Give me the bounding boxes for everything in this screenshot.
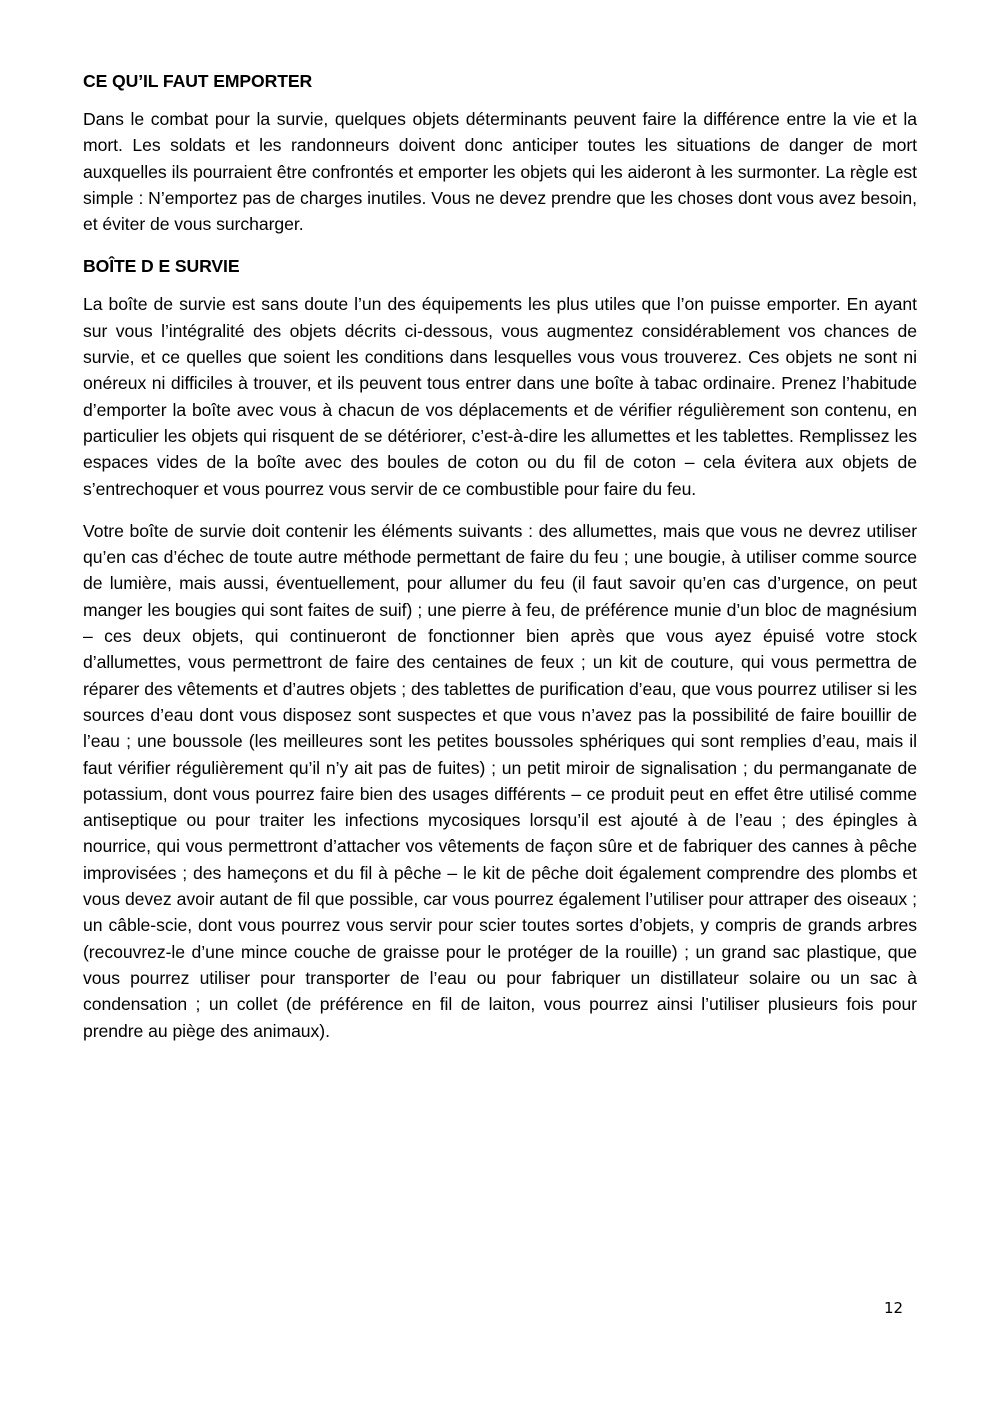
section-heading-what-to-carry: CE QU’IL FAUT EMPORTER <box>83 71 313 91</box>
paragraph-intro: Dans le combat pour la survie, quelques objets déterminants peuvent faire la différence entre la vie et la mort. Les soldats et les randonneurs doivent donc anticiper toutes les situations de danger de mort auxquelles ils pourraient être confrontés et emporter les objets qui les aideront à les surmonter. La règle est simple : N’emportez pas de charges inutiles. Vous ne devez prendre que les choses dont vous avez besoin, et éviter de vous surcharger. <box>83 109 917 235</box>
paragraph-box-contents: Votre boîte de survie doit contenir les éléments suivants : des allumettes, mais que vous ne devrez utiliser qu’en cas d’échec de toute autre méthode permettant de faire du feu ; une bougie, à utiliser comme source de lumière, mais aussi, éventuellement, pour allumer du feu (il faut savoir qu’en cas d’urgence, on peut manger les bougies qui sont faites de suif) ; une pierre à feu, de préférence munie d’un bloc de magnésium – ces deux objets, qui continueront de fonctionner bien après que vous ayez épuisé votre stock d’allumettes, vous permettront de faire des centaines de feux ; un kit de couture, qui vous permettra de réparer des vêtements et d’autres objets ; des tablettes de purification d’eau, que vous pourrez utiliser si les sources d’eau dont vous disposez sont suspectes et que vous n’avez pas la possibilité de faire bouillir de l’eau ; une boussole (les meilleures sont les petites boussoles sphériques qui sont remplies d’eau, mais il faut vérifier régulièrement qu’il n’y ait pas de fuites) ; un petit miroir de signalisation ; du permanganate de potassium, dont vous pourrez faire bien des usages différents – ce produit peut en effet être utilisé comme antiseptique ou pour traiter les infections mycosiques lorsqu’il est ajouté à de l’eau ; des épingles à nourrice, qui vous permettront d’attacher vos vêtements de façon sûre et de fabriquer des cannes à pêche improvisées ; des hameçons et du fil à pêche – le kit de pêche doit également comprendre des plombs et vous devez avoir autant de fil que possible, car vous pourrez également l’utiliser pour attraper des oiseaux ; un câble-scie, dont vous pourrez vous servir pour scier toutes sortes d’objets, y compris de grands arbres (recouvrez-le d’une mince couche de graisse pour le protéger de la rouille) ; un grand sac plastique, que vous pourrez utiliser pour transporter de l’eau ou pour fabriquer un distillateur solaire ou un sac à condensation ; un collet (de préférence en fil de laiton, vous pourrez ainsi l’utiliser plusieurs fois pour prendre au piège des animaux). <box>83 520 917 1041</box>
section-heading-survival-box: BOÎTE D E SURVIE <box>83 256 240 277</box>
paragraph-survival-box: La boîte de survie est sans doute l’un des équipements les plus utiles que l’on puisse emporter. En ayant sur vous l’intégralité des objets décrits ci-dessous, vous augmentez considérablement vos chances de survie, et ce quelles que soient les conditions dans lesquelles vous vous trouverez. Ces objets ne sont ni onéreux ni difficiles à trouver, et ils peuvent tous entrer dans une boîte à tabac ordinaire. Prenez l’habitude d’emporter la boîte avec vous à chacun de vos déplacements et de vérifier régulièrement son contenu, en particulier les objets qui risquent de se détériorer, c’est-à-dire les allumettes et les tablettes. Remplissez les espaces vides de la boîte avec des boules de coton ou du fil de coton – cela évitera aux objets de s’entrechoquer et vous pourrez vous servir de ce combustible pour faire du feu. <box>83 294 917 499</box>
page-number: 12 <box>884 1299 904 1317</box>
document-page <box>83 68 917 1060</box>
